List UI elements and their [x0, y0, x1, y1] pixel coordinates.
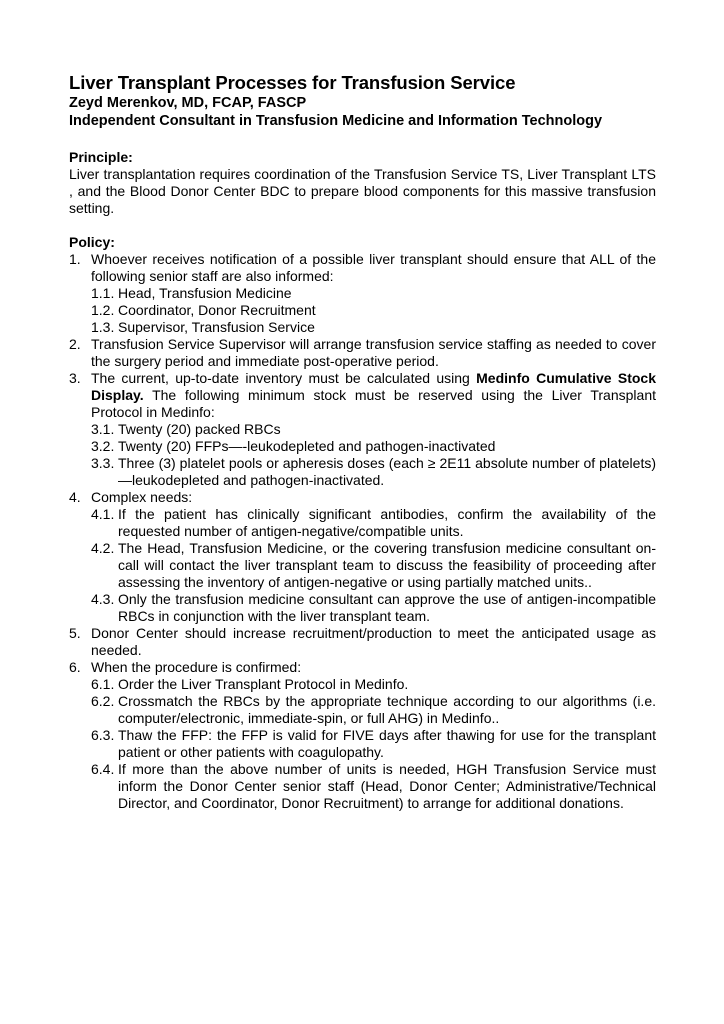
policy-subitem-6-2: [91, 693, 656, 727]
item-number: 4.: [69, 489, 81, 505]
subitem-text: Crossmatch the RBCs by the appropriate technique according to our algorithms (i.e. computer/electronic, immediate-spin, or full AHG) in Medinfo..: [118, 693, 656, 726]
item-text-post: The following minimum stock must be reserved using the Liver Transplant Protocol in Medinfo:: [91, 387, 656, 420]
item-text-pre: The current, up-to-date inventory must be calculated using: [91, 370, 477, 386]
document-title: Liver Transplant Processes for Transfusion Service: [69, 72, 516, 93]
sub-list: [91, 421, 656, 489]
item-text: Whoever receives notification of a possible liver transplant should ensure that ALL of the following senior staff are also informed:: [91, 251, 656, 284]
subitem-text: Three (3) platelet pools or apheresis doses (each ≥ 2E11 absolute number of platelets)—leukodepleted and pathogen-inactivated.: [118, 455, 656, 488]
affiliation-line: Independent Consultant in Transfusion Medicine and Information Technology: [69, 113, 603, 129]
policy-item-6: [69, 659, 656, 812]
policy-item-5: [69, 625, 656, 659]
subitem-number: 6.1.: [91, 676, 115, 692]
item-number: 5.: [69, 625, 81, 641]
item-number: 1.: [69, 251, 81, 267]
subitem-number: 1.2.: [91, 302, 115, 318]
subitem-text: Head, Transfusion Medicine: [118, 285, 292, 301]
item-text: Transfusion Service Supervisor will arrange transfusion service staffing as needed to cover the surgery period and immediate post-operative period.: [91, 336, 656, 369]
subitem-number: 4.1.: [91, 506, 115, 522]
subitem-number: 6.3.: [91, 727, 115, 743]
sub-list: [91, 285, 656, 336]
principle-text: Liver transplantation requires coordination of the Transfusion Service TS, Liver Transplant LTS , and the Blood Donor Center BDC to prepare blood components for this massive transfusion setting.: [69, 166, 656, 216]
item-number: 6.: [69, 659, 81, 675]
subitem-text: Supervisor, Transfusion Service: [118, 319, 315, 335]
document-page: [69, 72, 656, 812]
subitem-text: Twenty (20) FFPs—-leukodepleted and pathogen-inactivated: [118, 438, 496, 454]
subitem-text: The Head, Transfusion Medicine, or the covering transfusion medicine consultant on-call will contact the liver transplant team to discuss the feasibility of proceeding after assessing the inventory of antigen-negative or using partially matched units..: [118, 540, 656, 590]
sub-list: [91, 676, 656, 812]
policy-subitem-3-3: [91, 455, 656, 489]
policy-subitem-1-2: [91, 302, 656, 319]
item-text: When the procedure is confirmed:: [91, 659, 302, 675]
author-line: Zeyd Merenkov, MD, FCAP, FASCP: [69, 95, 307, 111]
subitem-number: 3.2.: [91, 438, 115, 454]
policy-item-4: [69, 489, 656, 625]
policy-subitem-6-3: [91, 727, 656, 761]
sub-list: [91, 506, 656, 625]
item-text: Donor Center should increase recruitment/production to meet the anticipated usage as needed.: [91, 625, 656, 658]
subitem-text: Only the transfusion medicine consultant can approve the use of antigen-incompatible RBCs in conjunction with the liver transplant team.: [118, 591, 656, 624]
subitem-text: If the patient has clinically significant antibodies, confirm the availability of the requested number of antigen-negative/compatible units.: [118, 506, 656, 539]
policy-item-3: [69, 370, 656, 489]
subitem-text: Thaw the FFP: the FFP is valid for FIVE days after thawing for use for the transplant patient or other patients with coagulopathy.: [118, 727, 656, 760]
subitem-text: Order the Liver Transplant Protocol in Medinfo.: [118, 676, 409, 692]
policy-subitem-1-3: [91, 319, 656, 336]
item-number: 2.: [69, 336, 81, 352]
subitem-number: 1.1.: [91, 285, 115, 301]
policy-subitem-6-1: [91, 676, 656, 693]
policy-heading: Policy:: [69, 234, 115, 250]
subitem-number: 6.2.: [91, 693, 115, 709]
policy-subitem-3-2: [91, 438, 656, 455]
policy-list: [69, 251, 656, 812]
policy-subitem-6-4: [91, 761, 656, 812]
policy-subitem-4-1: [91, 506, 656, 540]
subitem-number: 6.4.: [91, 761, 115, 777]
item-text-bold: Medinfo Cumulative Stock Display.: [91, 370, 656, 403]
subitem-text: Coordinator, Donor Recruitment: [118, 302, 316, 318]
policy-subitem-1-1: [91, 285, 656, 302]
subitem-text: If more than the above number of units is needed, HGH Transfusion Service must inform the Donor Center senior staff (Head, Donor Center; Administrative/Technical Director, and Coordinator, Donor Recruitment) to arrange for additional donations.: [118, 761, 656, 811]
policy-item-2: [69, 336, 656, 370]
item-number: 3.: [69, 370, 81, 386]
subitem-number: 3.1.: [91, 421, 115, 437]
policy-subitem-4-3: [91, 591, 656, 625]
principle-heading: Principle:: [69, 149, 133, 165]
policy-subitem-4-2: [91, 540, 656, 591]
subitem-number: 4.2.: [91, 540, 115, 556]
policy-item-1: [69, 251, 656, 336]
subitem-number: 3.3.: [91, 455, 115, 471]
policy-subitem-3-1: [91, 421, 656, 438]
subitem-number: 1.3.: [91, 319, 115, 335]
item-text: Complex needs:: [91, 489, 193, 505]
subitem-number: 4.3.: [91, 591, 115, 607]
subitem-text: Twenty (20) packed RBCs: [118, 421, 281, 437]
